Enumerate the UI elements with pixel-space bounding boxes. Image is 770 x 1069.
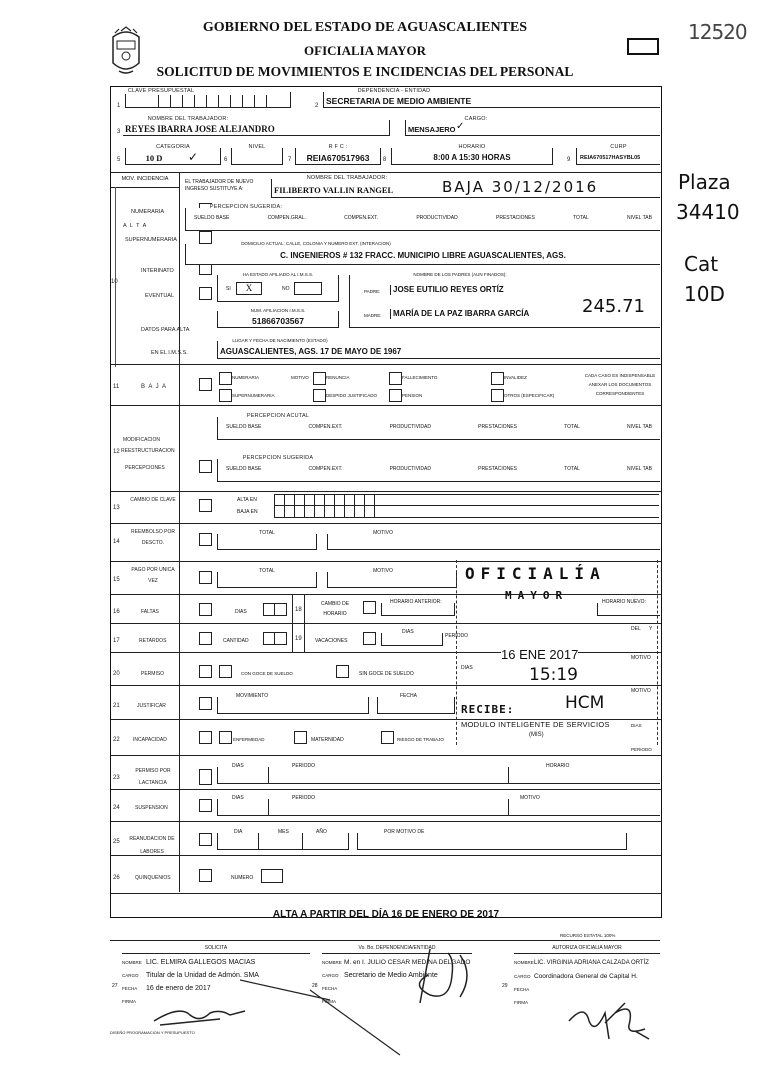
- movimiento-field[interactable]: [217, 693, 369, 714]
- dias-label: DIAS: [235, 609, 247, 615]
- fecha-field[interactable]: [377, 693, 455, 714]
- col-compen-gral: COMPEN.GRAL.: [267, 215, 306, 221]
- baja-numeraria-checkbox[interactable]: [219, 372, 232, 385]
- nombre-trabajador-field[interactable]: [123, 116, 390, 136]
- checkmark-icon: ✓: [188, 150, 199, 164]
- reanudacion-checkbox[interactable]: [199, 833, 212, 846]
- periodo-label: PERIODO: [292, 795, 316, 801]
- quinquenios-numero-field[interactable]: [261, 869, 283, 883]
- reembolso-total-field[interactable]: [217, 530, 317, 550]
- eventual-label: EVENTUAL: [145, 293, 175, 299]
- col-prestaciones: PRESTACIONES: [478, 466, 517, 472]
- row-number: 19: [295, 636, 302, 642]
- divider: [115, 187, 116, 367]
- col-total: TOTAL: [564, 424, 580, 430]
- imss-label: EN EL I.M.S.S.: [151, 350, 188, 356]
- permiso-label: PERMISO: [141, 671, 165, 677]
- curp-value: REIA670517HASYBL05: [580, 155, 641, 161]
- baja-handwritten-note: BAJA 30/12/2016: [442, 178, 599, 196]
- col-compen-ext: COMPEN.EXT.: [344, 215, 379, 221]
- row-number: 13: [113, 505, 120, 511]
- col-sueldo-base: SUELDO BASE: [226, 466, 262, 472]
- sustituye-label: EL TRABAJADOR DE NUEVO INGRESO SUSTITUYE A:: [185, 179, 254, 192]
- baja-supernumeraria-label: SUPERNUMERARIA: [232, 393, 275, 398]
- motivo-label: MOTIVO: [291, 375, 309, 380]
- header-office: OFICIALIA MAYOR: [304, 43, 426, 58]
- renuncia-checkbox[interactable]: [313, 372, 326, 385]
- oficialia-mayor-stamp: [456, 560, 658, 745]
- y-label: Y: [649, 626, 653, 632]
- alta-label: A L T A: [123, 223, 148, 229]
- divider: [111, 755, 661, 756]
- mes-label: MES: [278, 829, 289, 835]
- nacimiento-label: LUGAR Y FECHA DE NACIMIENTO (ESTADO): [229, 338, 330, 343]
- pago-motivo-field[interactable]: [327, 568, 457, 588]
- periodo-label: PERIODO: [445, 633, 469, 639]
- row-number: 14: [113, 539, 120, 545]
- cambio-clave-checkbox[interactable]: [199, 499, 212, 512]
- corner-checkbox[interactable]: [627, 38, 659, 55]
- divider: [179, 172, 180, 892]
- firma-label: FIRMA: [514, 1000, 528, 1005]
- datos-alta-label: DATOS PARA ALTA: [141, 327, 190, 333]
- categoria-value: 10 D: [145, 153, 163, 163]
- handwritten-folio: 12520: [688, 20, 747, 44]
- dependencia-value: SECRETARIA DE MEDIO AMBIENTE: [326, 96, 472, 106]
- divider: [111, 364, 661, 365]
- row-number: 12: [113, 449, 120, 455]
- quinquenios-label: QUINQUENIOS: [135, 875, 171, 881]
- solicita-signature: [150, 1003, 250, 1027]
- percepcion-actual-group: [217, 413, 660, 440]
- row-number: 11: [113, 384, 120, 390]
- dependencia-field[interactable]: [323, 88, 660, 108]
- col-productividad: PRODUCTIVIDAD: [389, 466, 431, 472]
- nivel-label: NIVEL: [246, 144, 269, 150]
- col-compen-ext: COMPEN.EXT.: [308, 424, 343, 430]
- incapacidad-checkbox[interactable]: [199, 731, 212, 744]
- pago-total-field[interactable]: [217, 568, 317, 588]
- reanudacion-label: REANUDACION DE LABORES: [129, 836, 175, 855]
- autoriza-title: AUTORIZA OFICIALIA MAYOR: [514, 944, 660, 954]
- dia-label: DIA: [234, 829, 243, 835]
- horario-nuevo-label: HORARIO NUEVO:: [602, 599, 646, 605]
- firma-label: FIRMA: [322, 999, 336, 1004]
- row-number: 25: [113, 839, 120, 845]
- mov-incidencia-header: MOV. INCIDENCIA: [111, 172, 179, 188]
- incapacidad-label: INCAPACIDAD: [133, 737, 167, 743]
- cambio-clave-label: CAMBIO DE CLAVE: [130, 497, 176, 503]
- curp-label: CURP: [607, 144, 629, 150]
- row-number: 2: [315, 103, 319, 109]
- reembolso-motivo-field[interactable]: [327, 530, 660, 550]
- domicilio-label: DOMICILIO ACTUAL: CALLE, COLONIA Y NUMERO EXT. (INTERACION): [238, 241, 394, 246]
- cargo-label: CARGO: [514, 974, 531, 979]
- stamp-line2: MAYOR: [505, 589, 569, 602]
- cargo-label: CARGO: [122, 973, 139, 978]
- divider: [111, 789, 661, 790]
- vacaciones-label: VACACIONES: [315, 638, 348, 644]
- categoria-field[interactable]: [125, 144, 221, 165]
- form-title: SOLICITUD DE MOVIMIENTOS E INCIDENCIAS DEL PERSONAL: [156, 64, 574, 79]
- divider: [111, 893, 661, 894]
- vobo-title: Vo. Bo. DEPENDENCIA/ENTIDAD: [322, 944, 472, 954]
- col-nivel-tab: NIVEL TAB: [627, 424, 652, 430]
- maternidad-label: MATERNIDAD: [311, 737, 344, 743]
- dias-label: DIAS: [402, 629, 414, 635]
- reembolso-checkbox[interactable]: [199, 533, 212, 546]
- movimiento-label: MOVIMIENTO: [236, 693, 269, 699]
- horario-anterior-label: HORARIO ANTERIOR:: [390, 599, 442, 605]
- retardos-cantidad-field[interactable]: [263, 632, 287, 645]
- cantidad-label: CANTIDAD: [223, 638, 249, 644]
- margin-plaza-label: Plaza: [678, 170, 731, 194]
- row-number: 6: [224, 157, 228, 163]
- retardos-checkbox[interactable]: [199, 632, 212, 645]
- col-compen-ext: COMPEN.EXT.: [308, 466, 343, 472]
- reestructuracion-label: REESTRUCTURACION: [121, 448, 175, 454]
- row-number: 27: [112, 983, 118, 989]
- solicita-fecha: 16 de enero de 2017: [146, 985, 211, 992]
- autoriza-cargo: Coordinadora General de Capital H.: [534, 973, 638, 980]
- del-label: DEL: [631, 626, 641, 632]
- motivo-label: MOTIVO: [370, 530, 396, 536]
- padres-label: NOMBRE DE LOS PADRES (AUN FINADOS):: [410, 272, 509, 277]
- row-number: 1: [117, 103, 121, 109]
- baja-note: [581, 371, 659, 398]
- row-number: 18: [295, 607, 302, 613]
- nombre-label: NOMBRE: [122, 960, 142, 965]
- domicilio-field[interactable]: [185, 241, 660, 265]
- row-number: 26: [113, 875, 120, 881]
- clave-label: CLAVE PRESUPUESTAL: [125, 88, 197, 94]
- total-label: TOTAL: [256, 568, 278, 574]
- col-total: TOTAL: [564, 466, 580, 472]
- row-number: 20: [113, 671, 120, 677]
- nombre-label: NOMBRE: [322, 960, 342, 965]
- stamp-mis: (MIS): [529, 732, 544, 738]
- afiliacion-value: 51866703567: [251, 316, 304, 326]
- interinato-label: INTERINATO: [141, 268, 174, 274]
- row-number: 3: [117, 129, 121, 135]
- fallecimiento-label: FALLECIMIENTO: [402, 375, 438, 380]
- percepcion-sugerida-label: PERCEPCION SUGERIDA: [240, 455, 316, 461]
- periodo-label: PERIODO: [631, 747, 652, 752]
- lactancia-checkbox[interactable]: [199, 769, 212, 785]
- nivel-field[interactable]: [231, 144, 283, 165]
- clave-grid[interactable]: [274, 494, 659, 518]
- rfc-label: R F C :: [326, 144, 351, 150]
- alta-eventual-checkbox[interactable]: [199, 287, 212, 300]
- afiliacion-field[interactable]: [217, 308, 339, 328]
- cargo-label: CARGO:: [462, 116, 491, 122]
- dependencia-label: DEPENDENCIA - ENTIDAD: [355, 88, 434, 94]
- permiso-checkbox[interactable]: [199, 665, 212, 678]
- cargo-value: MENSAJERO: [408, 125, 456, 134]
- stamp-recibe: RECIBE:: [461, 703, 515, 716]
- pension-checkbox[interactable]: [389, 389, 402, 402]
- baja-note-line: ANEXAR LOS DOCUMENTOS: [588, 382, 652, 387]
- col-sueldo-base: SUELDO BASE: [226, 424, 262, 430]
- cambio-horario-label: CAMBIO DE HORARIO: [320, 601, 350, 617]
- pago-unica-vez-checkbox[interactable]: [199, 571, 212, 584]
- recurso-estatal: RECURSO ESTATAL 100%: [560, 933, 616, 938]
- divider: [111, 172, 661, 173]
- divider: [111, 405, 661, 406]
- numero-label: NUMERO: [231, 875, 254, 881]
- nombre-label: NOMBRE DEL TRABAJADOR:: [145, 116, 232, 122]
- stamp-line1: OFICIALÍA: [465, 564, 606, 583]
- cargo-field[interactable]: [405, 116, 660, 136]
- baja-numeraria-label: NUMERARIA: [232, 375, 260, 380]
- faltas-checkbox[interactable]: [199, 603, 212, 616]
- percepcion-sugerida-label: PERCEPCION SUGERIDA:: [207, 204, 285, 210]
- sin-goce-checkbox[interactable]: [336, 665, 349, 678]
- header-government: GOBIERNO DEL ESTADO DE AGUASCALIENTES: [202, 20, 528, 35]
- horario-label: HORARIO: [546, 763, 570, 769]
- madre-value: MARÍA DE LA PAZ IBARRA GARCÍA: [390, 309, 529, 319]
- vacaciones-checkbox[interactable]: [363, 632, 376, 645]
- firma-label: FIRMA: [122, 999, 136, 1004]
- fallecimiento-checkbox[interactable]: [389, 372, 402, 385]
- divider: [111, 491, 661, 492]
- despido-checkbox[interactable]: [313, 389, 326, 402]
- solicita-nombre: LIC. ELMIRA GALLEGOS MACIAS: [146, 959, 256, 966]
- nombre-value: REYES IBARRA JOSE ALEJANDRO: [125, 124, 275, 134]
- col-productividad: PRODUCTIVIDAD: [416, 215, 458, 221]
- por-motivo-label: POR MOTIVO DE: [384, 829, 425, 835]
- enfermedad-label: ENFERMEDAD: [233, 737, 265, 742]
- si-label: SI: [226, 286, 231, 292]
- solicita-cargo: Titular de la Unidad de Admón. SMA: [146, 972, 259, 979]
- sustituido-value: FILIBERTO VALLIN RANGEL: [274, 185, 394, 195]
- row-number: 22: [113, 737, 120, 743]
- footer-design-credit: DISEÑO PROGRAMACION Y PRESUPUESTO: [110, 1030, 195, 1035]
- salario-handwritten: 245.71: [582, 296, 645, 317]
- por-motivo-field[interactable]: [357, 829, 627, 850]
- rfc-field[interactable]: [295, 144, 381, 165]
- nacimiento-value: AGUASCALIENTES, AGS. 17 DE MAYO DE 1967: [220, 347, 402, 356]
- stamp-modulo: MODULO INTELIGENTE DE SERVICIOS: [461, 720, 610, 729]
- renuncia-label: RENUNCIA: [326, 375, 350, 380]
- vobo-nombre: M. en I. JULIO CESAR MEDINA DELGADO: [344, 959, 471, 966]
- col-sueldo-base: SUELDO BASE: [194, 215, 230, 221]
- despido-label: DESPIDO JUSTIFICADO: [326, 393, 378, 398]
- madre-label: MADRE:: [364, 313, 382, 318]
- total-label: TOTAL: [256, 530, 278, 536]
- sin-goce-label: SIN GOCE DE SUELDO: [359, 671, 414, 677]
- imss-afiliado-group: [217, 272, 339, 302]
- numeraria-label: NUMERARIA: [131, 209, 165, 215]
- percepcion-actual-label: PERCEPCION ACUTAL: [244, 413, 312, 419]
- nombre-label: NOMBRE: [514, 960, 534, 965]
- horario-value: 8:00 A 15:30 HORAS: [433, 153, 511, 162]
- row-number: 9: [567, 157, 571, 163]
- modificacion-label: MODIFICACION: [123, 437, 160, 443]
- con-goce-label: CON GOCE DE SUELDO: [241, 671, 293, 676]
- solicita-title: SOLICITA: [122, 944, 310, 954]
- motivo-label: MOTIVO: [631, 655, 651, 661]
- baja-note-line: CORRESPONDIENTES: [595, 391, 645, 396]
- con-goce-checkbox[interactable]: [219, 665, 232, 678]
- row-number: 10: [111, 279, 118, 285]
- fecha-label: FECHA: [400, 693, 417, 699]
- quinquenios-checkbox[interactable]: [199, 869, 212, 882]
- row-number: 24: [113, 805, 120, 811]
- lactancia-field[interactable]: [217, 763, 660, 784]
- enfermedad-checkbox[interactable]: [219, 731, 232, 744]
- row-number: 23: [113, 775, 120, 781]
- retardos-label: RETARDOS: [139, 638, 167, 644]
- sustituido-label: NOMBRE DEL TRABAJADOR:: [304, 175, 391, 181]
- baja-label: B A J A: [141, 384, 168, 390]
- supernumeraria-label: SUPERNUMERARIA: [125, 237, 177, 243]
- row-number: 8: [383, 157, 387, 163]
- motivo-label: MOTIVO: [520, 795, 540, 801]
- dias-label: DIAS: [631, 723, 642, 728]
- pension-label: PENSION: [402, 393, 423, 398]
- curp-field[interactable]: [576, 144, 660, 165]
- suspension-field[interactable]: [217, 795, 660, 816]
- percepcion-sugerida-mod-group: [217, 455, 660, 482]
- sustituido-field[interactable]: [271, 175, 660, 198]
- divider: [110, 940, 660, 941]
- row-number: 21: [113, 703, 120, 709]
- fecha-label: FECHA: [122, 986, 138, 991]
- nacimiento-field[interactable]: [217, 338, 660, 359]
- percepciones-label: PERCEPCIONES: [125, 465, 165, 471]
- motivo-label: MOTIVO: [631, 688, 651, 694]
- vobo-cargo: Secretario de Medio Ambiente: [344, 972, 438, 979]
- col-nivel-tab: NIVEL TAB: [627, 215, 652, 221]
- no-checkbox[interactable]: [294, 282, 322, 295]
- stamp-time: 15:19: [529, 665, 578, 685]
- divider: [111, 523, 661, 524]
- invalidez-label: INVALIDEZ: [504, 375, 527, 380]
- justificar-checkbox[interactable]: [199, 697, 212, 710]
- reembolso-label: REEMBOLSO POR DESCTO.: [131, 529, 175, 546]
- dias-label: DIAS: [232, 763, 244, 769]
- otros-label: OTROS (ESPECIFICAR): [504, 393, 555, 398]
- col-prestaciones: PRESTACIONES: [478, 424, 517, 430]
- strike-line: [240, 960, 480, 1060]
- fecha-label: FECHA: [514, 987, 530, 992]
- anio-label: AÑO: [316, 829, 327, 835]
- stamp-date: 16 ENE 2017: [501, 647, 579, 662]
- divider: [111, 855, 661, 856]
- motivo-label: MOTIVO: [370, 568, 396, 574]
- no-label: NO: [282, 286, 290, 292]
- row-number: 5: [117, 157, 121, 163]
- margin-cat-value: 10D: [684, 282, 725, 306]
- clave-presupuestal-field[interactable]: [125, 88, 291, 108]
- row-number: 29: [502, 983, 508, 989]
- percepcion-sugerida-group: [185, 204, 660, 231]
- col-total: TOTAL: [573, 215, 589, 221]
- domicilio-value: C. INGENIEROS # 132 FRACC. MUNICIPIO LIBRE AGUASCALIENTES, AGS.: [280, 251, 566, 260]
- margin-plaza-value: 34410: [676, 200, 740, 224]
- justificar-label: JUSTIFICAR: [137, 703, 166, 709]
- faltas-dias-field[interactable]: [263, 603, 287, 616]
- modificacion-checkbox[interactable]: [199, 460, 212, 473]
- margin-cat-label: Cat: [684, 252, 719, 276]
- suspension-label: SUSPENSION: [135, 805, 168, 811]
- padres-group: [349, 272, 660, 328]
- categoria-label: CATEGORIA: [153, 144, 193, 150]
- baja-en-label: BAJA EN: [237, 509, 258, 515]
- baja-supernumeraria-checkbox[interactable]: [219, 389, 232, 402]
- fecha-label: FECHA: [322, 986, 338, 991]
- rfc-value: REIA670517963: [306, 153, 370, 163]
- fecha-reanudacion-field[interactable]: [217, 829, 349, 850]
- dias-label: DIAS: [232, 795, 244, 801]
- row-number: 28: [312, 983, 318, 989]
- row-number: 17: [113, 638, 120, 644]
- faltas-label: FALTAS: [141, 609, 159, 615]
- dias-label: DIAS: [461, 665, 473, 671]
- autoriza-signature: [565, 995, 660, 1040]
- col-productividad: PRODUCTIVIDAD: [389, 424, 431, 430]
- row-number: 16: [113, 609, 120, 615]
- row-number: 15: [113, 577, 120, 583]
- imss-afiliado-label: HA ESTADO AFILIADO AL I.M.S.S.: [240, 272, 317, 277]
- form-body: [110, 86, 662, 918]
- baja-note-line: CADA CASO ES INDISPENSABLE: [584, 373, 656, 378]
- divider: [111, 821, 661, 822]
- suspension-checkbox[interactable]: [199, 799, 212, 812]
- si-checkbox[interactable]: X: [236, 282, 262, 295]
- alta-a-partir: ALTA A PARTIR DEL DÍA 16 DE ENERO DE 2017: [272, 909, 500, 920]
- row-number: 7: [288, 157, 292, 163]
- pago-unica-vez-label: PAGO POR UNICA VEZ: [131, 567, 175, 584]
- alta-en-label: ALTA EN: [237, 497, 257, 503]
- horario-label: HORARIO: [455, 144, 488, 150]
- cargo-label: CARGO: [322, 973, 339, 978]
- afiliacion-label: NUM. AFILIACION I.M.S.S.: [248, 308, 309, 313]
- autoriza-nombre: LIC. VIRGINIA ADRIANA CALZADA ORTÍZ: [534, 960, 649, 966]
- horario-field[interactable]: [391, 144, 553, 165]
- riesgo-trabajo-checkbox[interactable]: [381, 731, 394, 744]
- periodo-label: PERIODO: [292, 763, 316, 769]
- horario-anterior-field[interactable]: [381, 599, 455, 616]
- stamp-initials: HCM: [565, 693, 605, 713]
- vacaciones-dias-field[interactable]: [381, 629, 443, 646]
- cambio-horario-checkbox[interactable]: [363, 601, 376, 614]
- baja-checkbox[interactable]: [199, 378, 212, 391]
- maternidad-checkbox[interactable]: [294, 731, 307, 744]
- checkmark-icon: ✓: [456, 121, 465, 132]
- padre-label: PADRE:: [364, 289, 381, 294]
- riesgo-trabajo-label: RIESGO DE TRABAJO: [397, 737, 444, 742]
- otros-checkbox[interactable]: [491, 389, 504, 402]
- lactancia-label: PERMISO POR LACTANCIA: [135, 768, 171, 786]
- col-nivel-tab: NIVEL TAB: [627, 466, 652, 472]
- padre-value: JOSE EUTILIO REYES ORTÍZ: [390, 285, 504, 295]
- invalidez-checkbox[interactable]: [491, 372, 504, 385]
- col-prestaciones: PRESTACIONES: [496, 215, 535, 221]
